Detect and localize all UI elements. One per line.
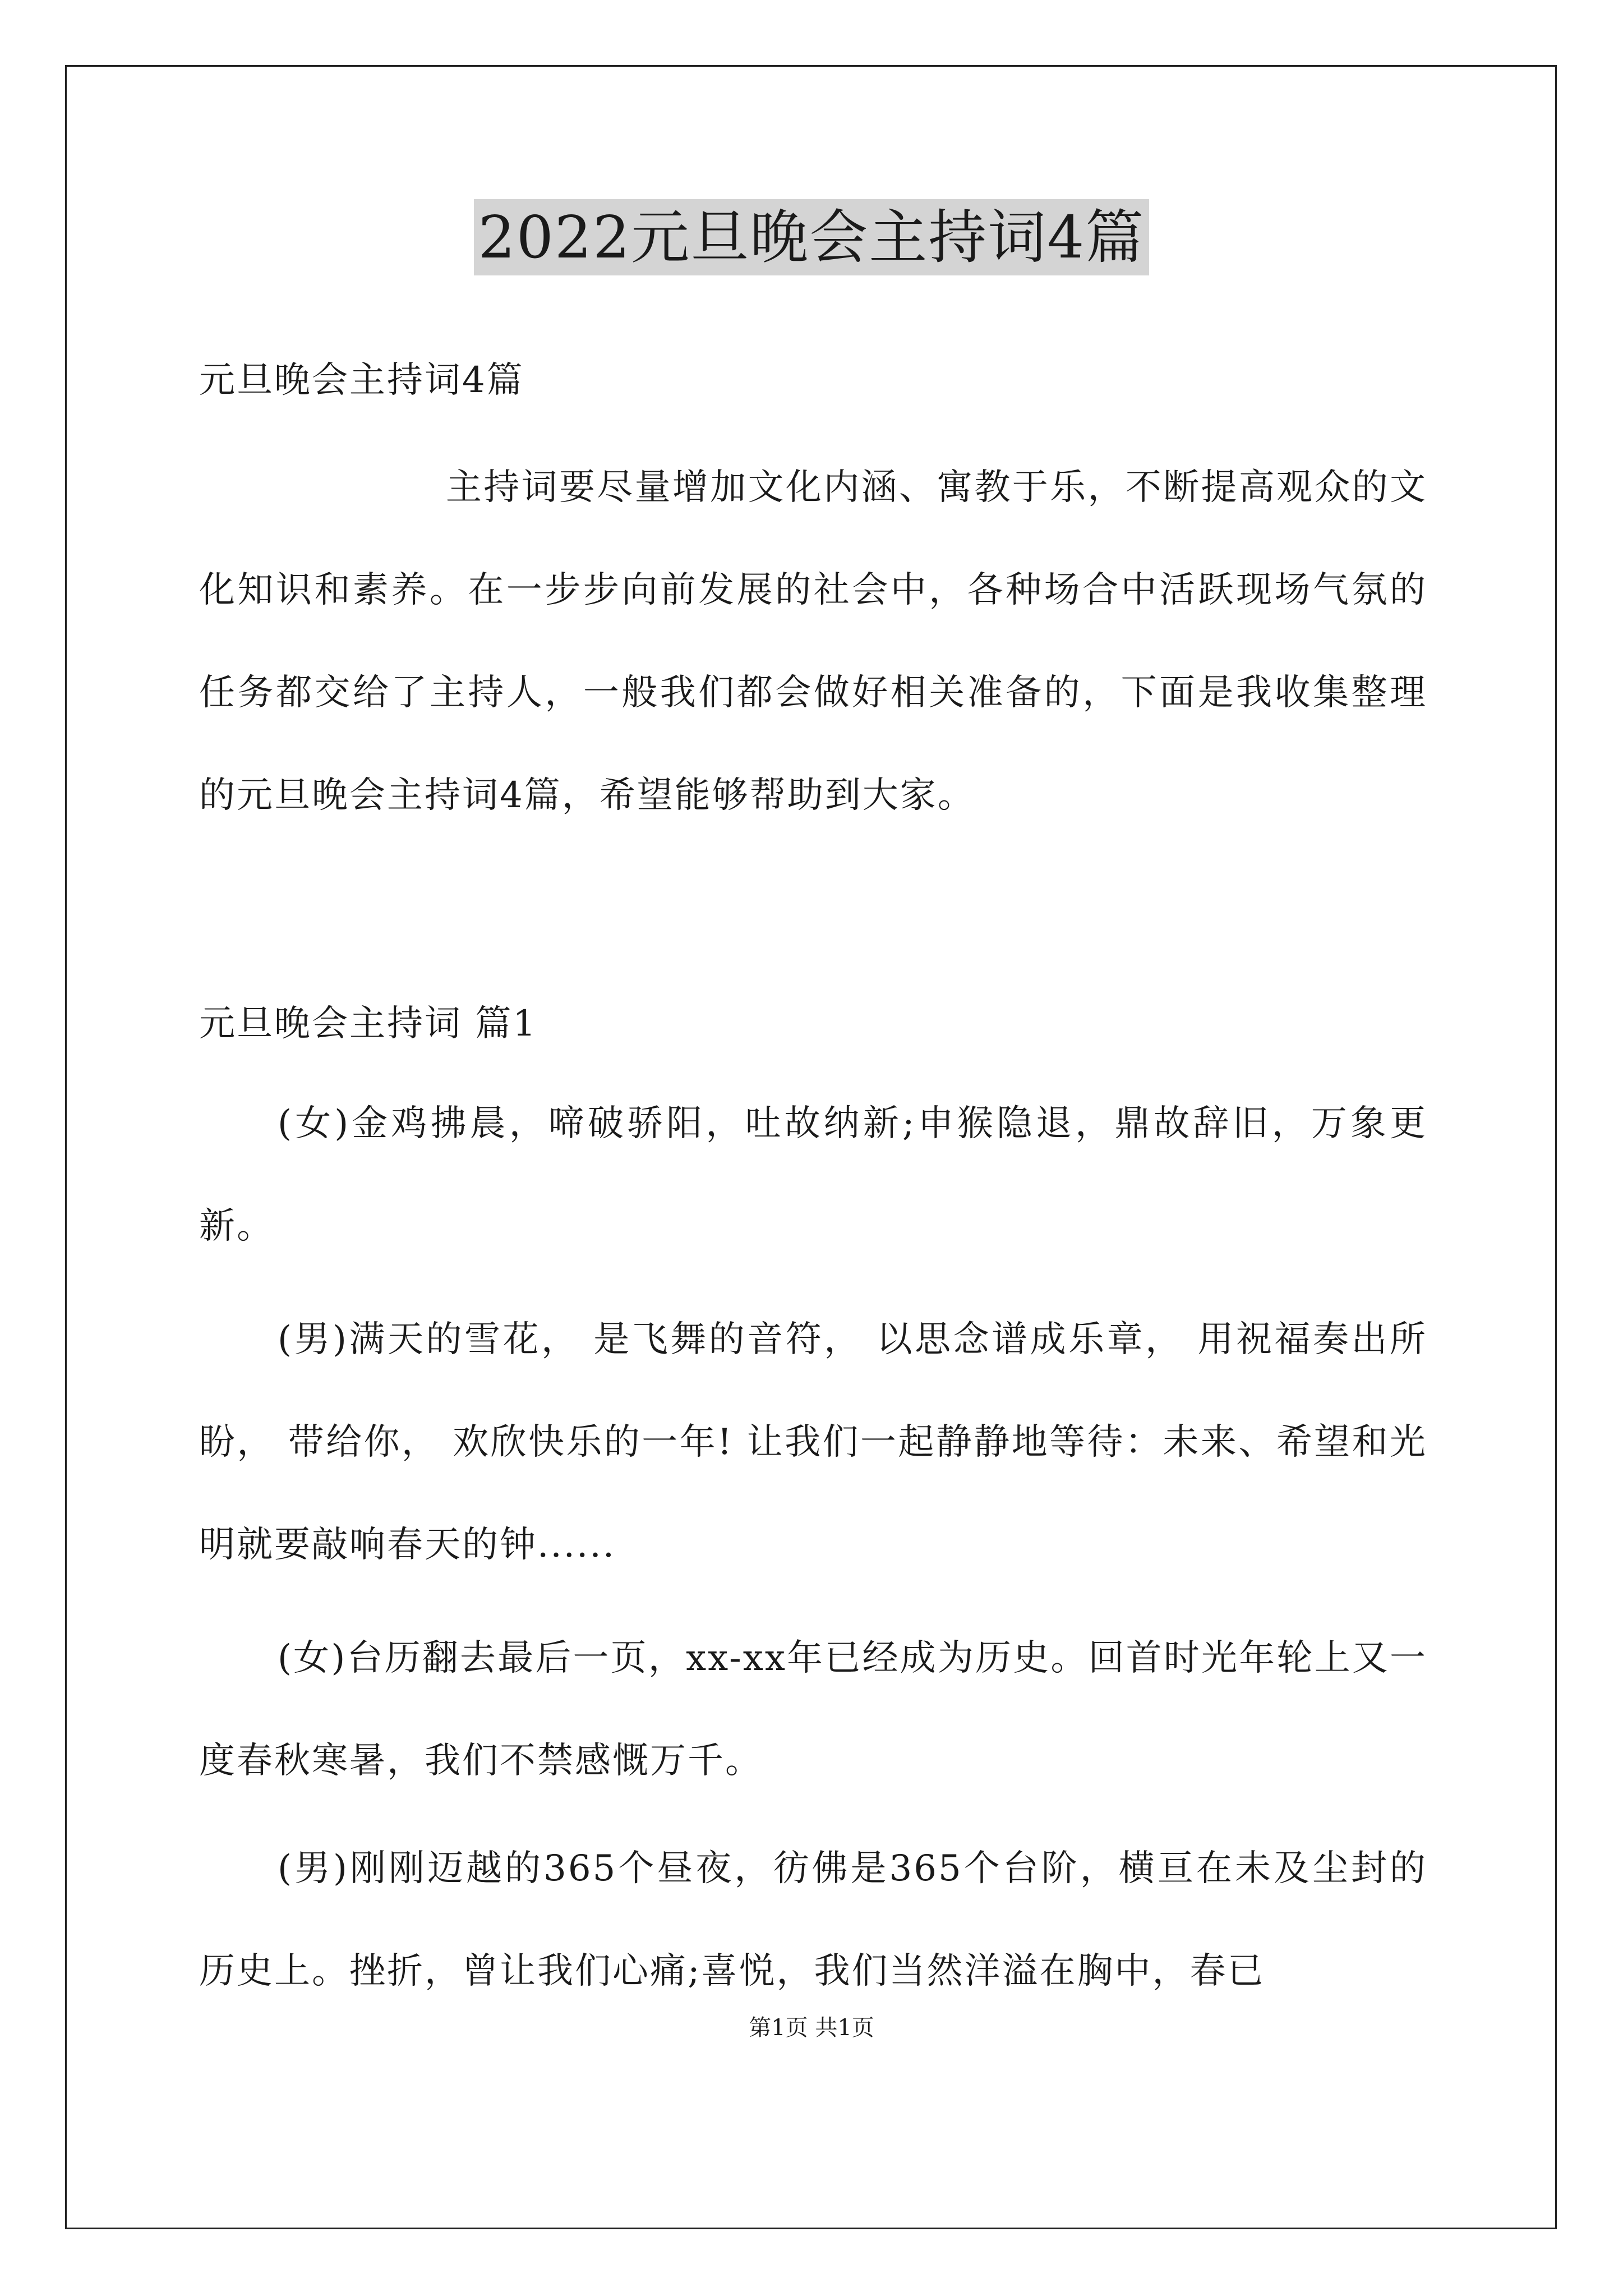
document-title: 2022元旦晚会主持词4篇 <box>474 199 1150 275</box>
paragraph-2: (男)满天的雪花， 是飞舞的音符， 以思念谱成乐章， 用祝福奏出所盼， 带给你， 欢欣快乐的一年! 让我们一起静静地等待：未来、希望和光明就要敲响春天的钟...... <box>199 1319 1427 1566</box>
intro-paragraph: 主持词要尽量增加文化内涵、寓教于乐，不断提高观众的文化知识和素养。在一步步向前发展的社会中，各种场合中活跃现场气氛的任务都交给了主持人，一般我们都会做好相关准备的，下面是我收集整理的元旦晚会主持词4篇，希望能够帮助到大家。 <box>199 467 1427 816</box>
section-heading: 元旦晚会主持词 篇1 <box>199 1003 538 1045</box>
paragraph-4: (男)刚刚迈越的365个昼夜，彷佛是365个台阶，横亘在未及尘封的历史上。挫折，曾让我们心痛;喜悦，我们当然洋溢在胸中，春已 <box>199 1848 1427 1992</box>
paragraph-1: (女)金鸡拂晨，啼破骄阳，吐故纳新;申猴隐退，鼎故辞旧，万象更新。 <box>199 1103 1427 1247</box>
title-container <box>0 199 1623 275</box>
document-subtitle: 元旦晚会主持词4篇 <box>199 360 524 401</box>
page-footer: 第1页 共1页 <box>749 2015 874 2041</box>
paragraph-3: (女)台历翻去最后一页，xx-xx年已经成为历史。回首时光年轮上又一度春秋寒暑，我们不禁感慨万千。 <box>199 1637 1427 1782</box>
